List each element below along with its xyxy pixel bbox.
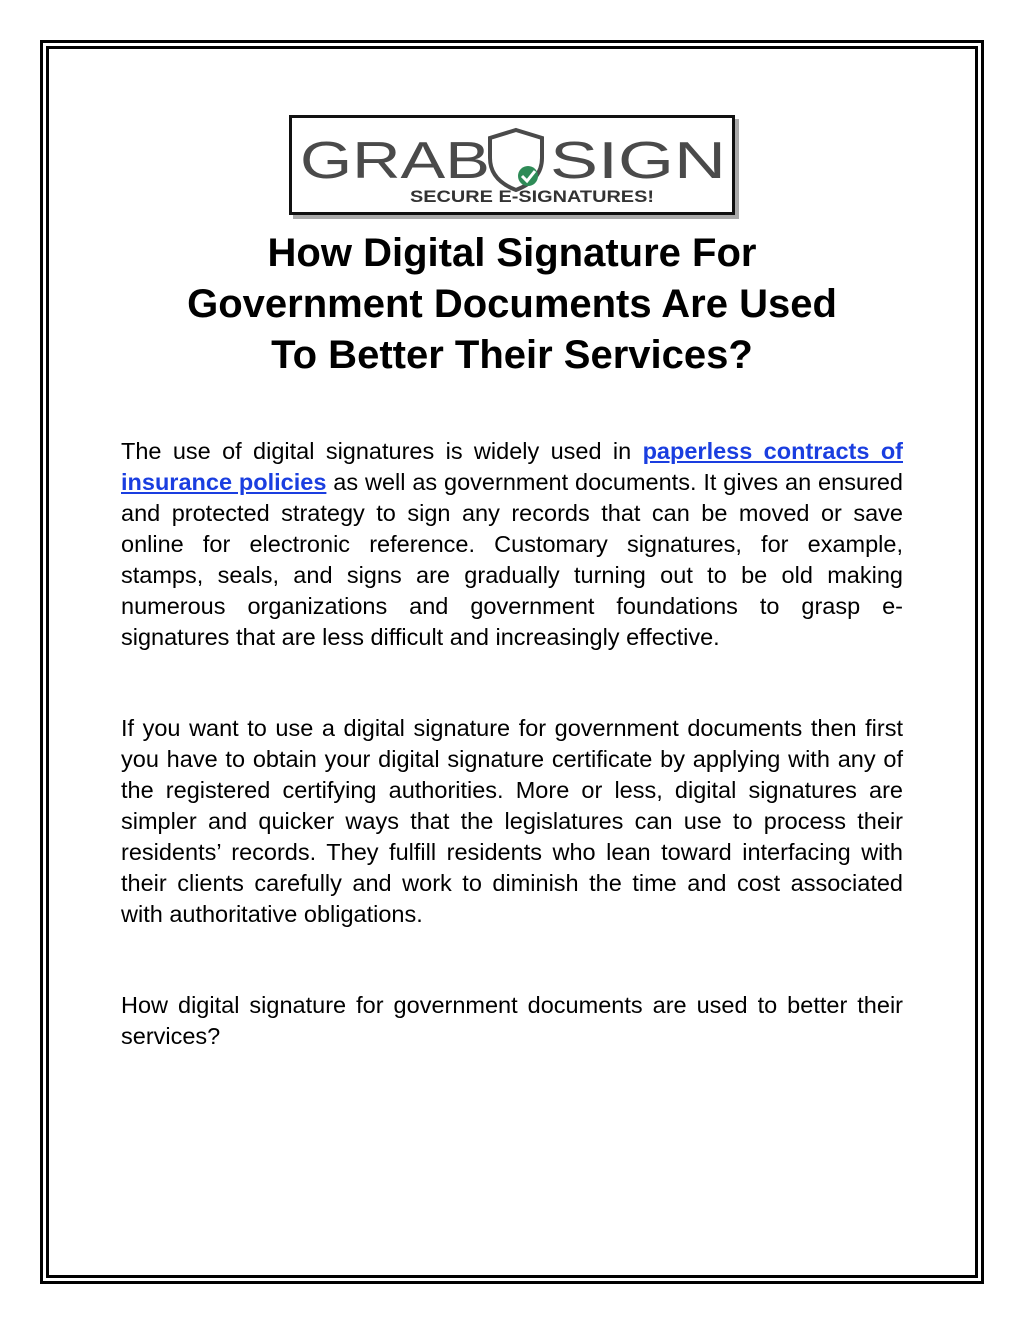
paragraph-intro-rest: as well as government documents. It gives an ensured and protected strategy to sign any records that can be moved or save online for electronic reference. Customary signatures, for example, stamps, seals, and signs are gradually turning out to be old making numerous organizations and government foundations to grasp e-signatures that are less difficult and increasingly effective.	[121, 469, 903, 650]
title-line-2: Government Documents Are Used	[187, 282, 837, 326]
logo-name-left: GRAB	[300, 132, 490, 190]
shield-check-icon	[490, 130, 542, 190]
title-line-1: How Digital Signature For	[267, 231, 757, 275]
paragraph-intro-start: The use of digital signatures is widely used in	[121, 438, 643, 464]
insurance-contracts-link[interactable]: paperless contracts of insurance policies	[121, 438, 903, 495]
page-title	[120, 228, 904, 381]
logo-graphic	[292, 118, 732, 212]
grabsign-logo	[289, 115, 735, 215]
title-line-3: To Better Their Services?	[271, 333, 753, 377]
paragraph-question: How digital signature for government documents are used to better their services?	[121, 992, 903, 1049]
logo-tagline: SECURE E-SIGNATURES!	[410, 187, 654, 206]
paragraph-intro	[121, 436, 903, 653]
paragraph-certificate: If you want to use a digital signature for government documents then first you have to obtain your digital signature certificate by applying with any of the registered certifying authorities. More or less, digital signatures are simpler and quicker ways that the legislatures can use to process their residents’ records. They fulfill residents who lean toward interfacing with their clients carefully and work to diminish the time and cost associated with authoritative obligations.	[121, 715, 903, 927]
logo-name-right: SIGN	[550, 132, 726, 190]
